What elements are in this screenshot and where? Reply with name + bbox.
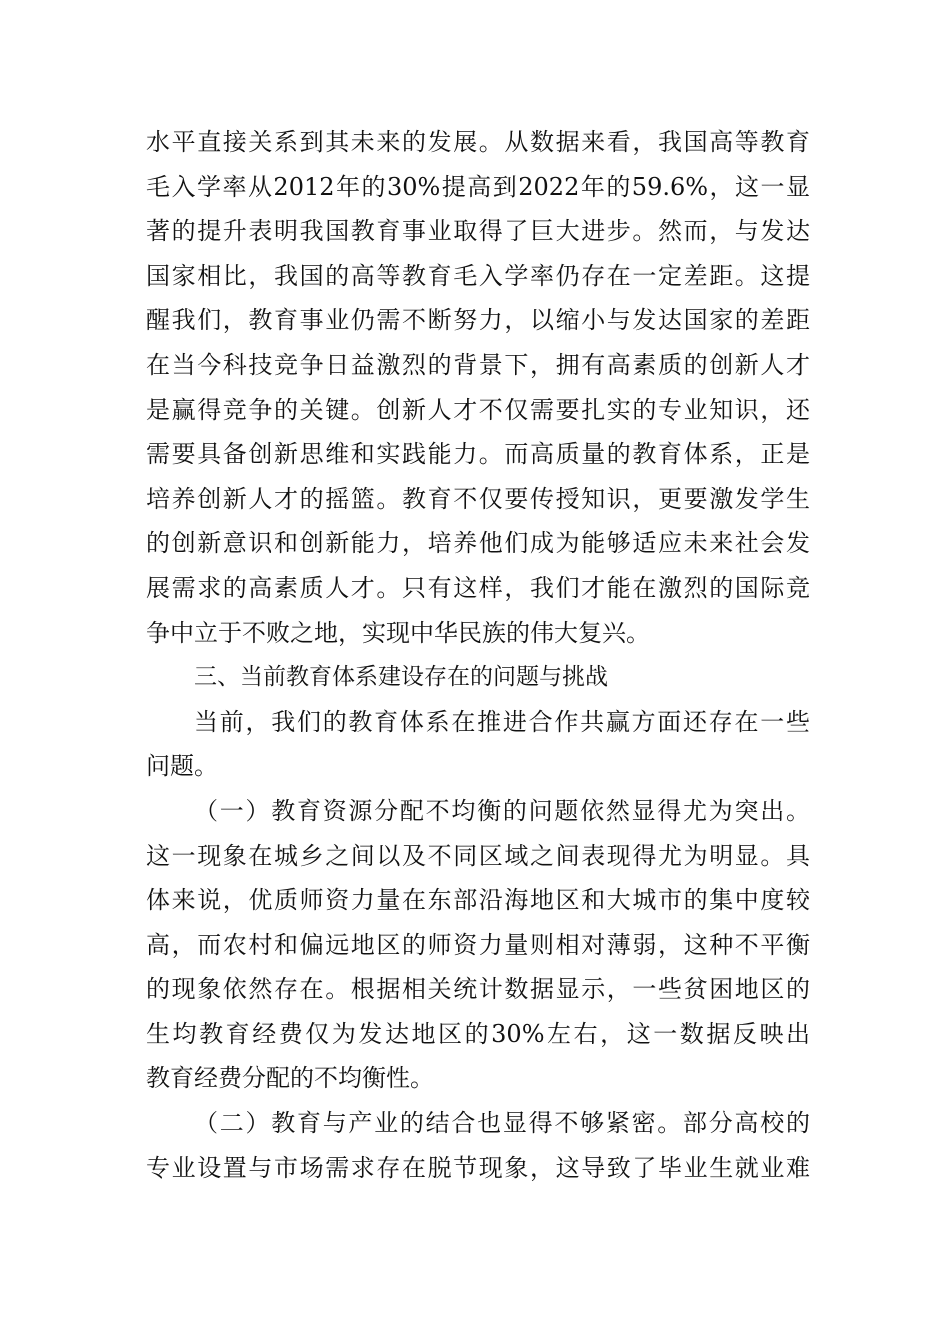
paragraph-line: 这一现象在城乡之间以及不同区域之间表现得尤为明显。具 <box>146 841 810 870</box>
subsection-heading: （一）教育资源分配不均衡的问题依然显得尤为突出。 <box>194 796 810 825</box>
paragraph-resource-imbalance <box>146 789 810 1101</box>
paragraph-line: 生均教育经费仅为发达地区的30%左右，这一数据反映出 <box>146 1019 810 1048</box>
document-body <box>146 120 810 1190</box>
paragraph-education-level <box>146 120 810 655</box>
paragraph-line: 在当今科技竞争日益激烈的背景下，拥有高素质的创新人才 <box>146 350 810 379</box>
paragraph-line: 是赢得竞争的关键。创新人才不仅需要扎实的专业知识，还 <box>146 395 810 424</box>
paragraph-line: 当前，我们的教育体系在推进合作共赢方面还存在一些 <box>194 707 810 736</box>
paragraph-line: 教育经费分配的不均衡性。 <box>146 1064 434 1093</box>
paragraph-line: 水平直接关系到其未来的发展。从数据来看，我国高等教育 <box>146 128 810 156</box>
paragraph-line: 问题。 <box>146 752 218 781</box>
paragraph-line: 著的提升表明我国教育事业取得了巨大进步。然而，与发达 <box>146 217 810 246</box>
paragraph-line: 争中立于不败之地，实现中华民族的伟大复兴。 <box>146 618 650 647</box>
paragraph-current-problems <box>146 700 810 789</box>
paragraph-line: 醒我们，教育事业仍需不断努力，以缩小与发达国家的差距 <box>146 306 810 335</box>
paragraph-line: 的创新意识和创新能力，培养他们成为能够适应未来社会发 <box>146 529 810 558</box>
subsection-heading: （二）教育与产业的结合也显得不够紧密。部分高校的 <box>194 1109 810 1138</box>
section-heading: 三、当前教育体系建设存在的问题与挑战 <box>194 664 608 691</box>
paragraph-line: 培养创新人才的摇篮。教育不仅要传授知识，更要激发学生 <box>146 484 810 513</box>
paragraph-line: 需要具备创新思维和实践能力。而高质量的教育体系，正是 <box>146 440 810 469</box>
paragraph-line: 毛入学率从2012年的30%提高到2022年的59.6%，这一显 <box>146 172 810 201</box>
paragraph-industry-integration <box>146 1101 810 1190</box>
paragraph-line: 的现象依然存在。根据相关统计数据显示，一些贫困地区的 <box>146 975 810 1004</box>
paragraph-line: 展需求的高素质人才。只有这样，我们才能在激烈的国际竞 <box>146 573 810 602</box>
paragraph-line: 高，而农村和偏远地区的师资力量则相对薄弱，这种不平衡 <box>146 930 810 959</box>
paragraph-line: 专业设置与市场需求存在脱节现象，这导致了毕业生就业难 <box>146 1153 810 1182</box>
paragraph-line: 国家相比，我国的高等教育毛入学率仍存在一定差距。这提 <box>146 261 810 290</box>
paragraph-line: 体来说，优质师资力量在东部沿海地区和大城市的集中度较 <box>146 886 810 915</box>
